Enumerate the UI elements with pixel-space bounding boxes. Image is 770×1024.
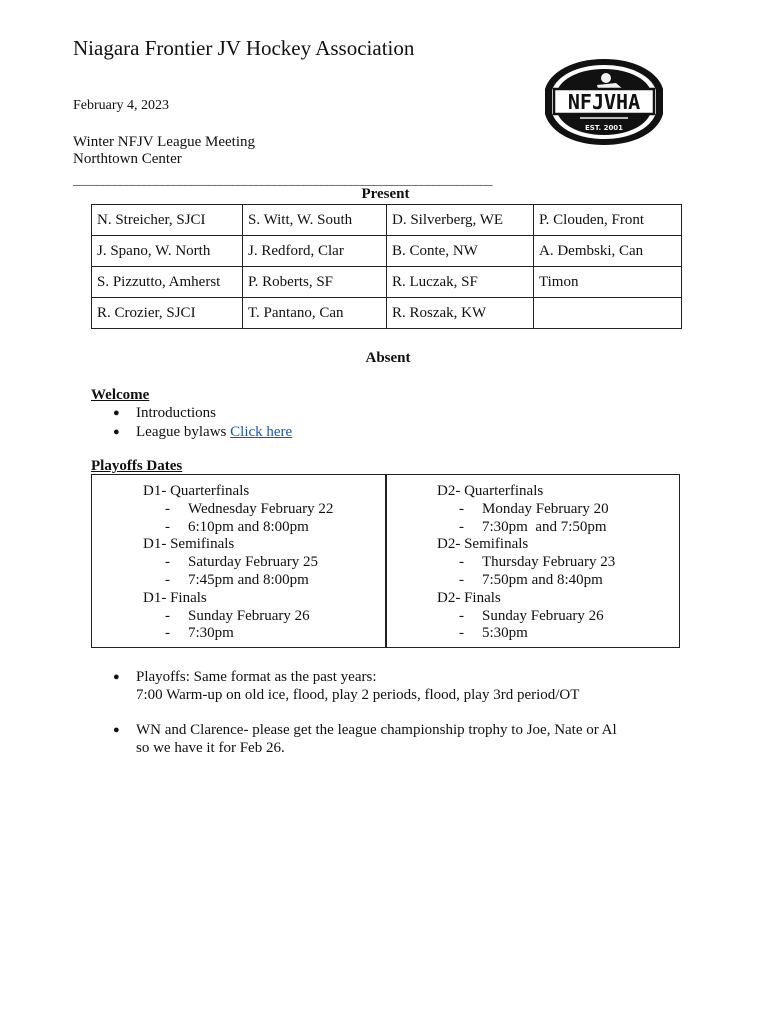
present-heading: Present [361, 186, 410, 202]
d1-quarterfinals-label: D1- Quarterfinals [143, 483, 250, 499]
list-item [92, 423, 292, 442]
bylaws-link[interactable]: Click here [230, 424, 293, 440]
d2-finals-label: D2- Finals [437, 589, 501, 606]
table-row [92, 236, 682, 267]
bylaws-text: League bylaws [136, 424, 231, 440]
absent-heading: Absent [365, 350, 411, 366]
table-cell: T. Pantano, Can [243, 298, 387, 329]
table-cell: R. Luczak, SF [387, 267, 534, 298]
d1-finals-day: - Sunday February 26 [143, 608, 333, 626]
d1-schedule [143, 483, 333, 643]
table-row [92, 298, 682, 329]
meeting-name: Winter NFJV League Meeting [73, 134, 255, 150]
present-table [91, 204, 682, 329]
nfjvha-logo [540, 56, 668, 148]
d2-quarterfinals-day: - Monday February 20 [437, 501, 615, 519]
playoff-format-line1: ● Playoffs: Same format as the past years: [136, 669, 377, 685]
d1-semifinals-time: - 7:45pm and 8:00pm [143, 572, 333, 590]
table-cell: B. Conte, NW [387, 236, 534, 267]
playoffs-divider [385, 474, 387, 648]
table-cell: J. Redford, Clar [243, 236, 387, 267]
logo-est: EST. 2001 [584, 124, 624, 132]
org-title: Niagara Frontier JV Hockey Association [73, 36, 415, 60]
playoff-format-line2: 7:00 Warm-up on old ice, flood, play 2 periods, flood, play 3rd period/OT [136, 687, 580, 703]
table-cell: S. Pizzutto, Amherst [92, 267, 243, 298]
d1-semifinals-label: D1- Semifinals [143, 536, 235, 553]
d2-finals-time: - 5:30pm [437, 625, 615, 643]
d1-finals-time: - 7:30pm [143, 625, 333, 643]
table-row [92, 267, 682, 298]
playoffs-heading: Playoffs Dates [91, 458, 183, 474]
d1-quarterfinals-day: - Wednesday February 22 [143, 501, 333, 519]
table-cell: S. Witt, W. South [243, 205, 387, 236]
introductions-text: Introductions [136, 405, 216, 421]
header-rule: _______________________________________________________________________ [73, 172, 492, 187]
table-cell: P. Roberts, SF [243, 267, 387, 298]
table-cell: R. Roszak, KW [387, 298, 534, 329]
list-item [92, 668, 617, 704]
d2-quarterfinals-label: D2- Quarterfinals [437, 483, 544, 499]
d1-quarterfinals-time: - 6:10pm and 8:00pm [143, 519, 333, 537]
table-cell: D. Silverberg, WE [387, 205, 534, 236]
table-cell: Timon [534, 267, 682, 298]
table-cell [534, 298, 682, 329]
table-cell: A. Dembski, Can [534, 236, 682, 267]
table-cell: R. Crozier, SJCI [92, 298, 243, 329]
welcome-heading: Welcome [91, 387, 150, 403]
table-row [92, 205, 682, 236]
meeting-date: February 4, 2023 [73, 98, 170, 113]
meeting-location: Northtown Center [73, 151, 182, 167]
table-cell: J. Spano, W. North [92, 236, 243, 267]
d2-semifinals-day: - Thursday February 23 [437, 554, 615, 572]
d2-quarterfinals-time: - 7:30pm and 7:50pm [437, 519, 615, 537]
list-item [92, 721, 617, 757]
d1-finals-label: D1- Finals [143, 589, 207, 606]
table-cell: P. Clouden, Front [534, 205, 682, 236]
table-cell: N. Streicher, SJCI [92, 205, 243, 236]
d2-finals-day: - Sunday February 26 [437, 608, 615, 626]
d2-semifinals-label: D2- Semifinals [437, 536, 529, 553]
trophy-note-line2: so we have it for Feb 26. [136, 740, 285, 756]
d1-semifinals-day: - Saturday February 25 [143, 554, 333, 572]
d2-schedule [437, 483, 615, 643]
notes-list [92, 668, 617, 774]
trophy-note-line1: ● WN and Clarence- please get the league championship trophy to Joe, Nate or Al [136, 722, 617, 738]
welcome-list [92, 404, 292, 442]
list-item [92, 404, 292, 423]
d2-semifinals-time: - 7:50pm and 8:40pm [437, 572, 615, 590]
logo-text: NFJVHA [567, 90, 641, 114]
